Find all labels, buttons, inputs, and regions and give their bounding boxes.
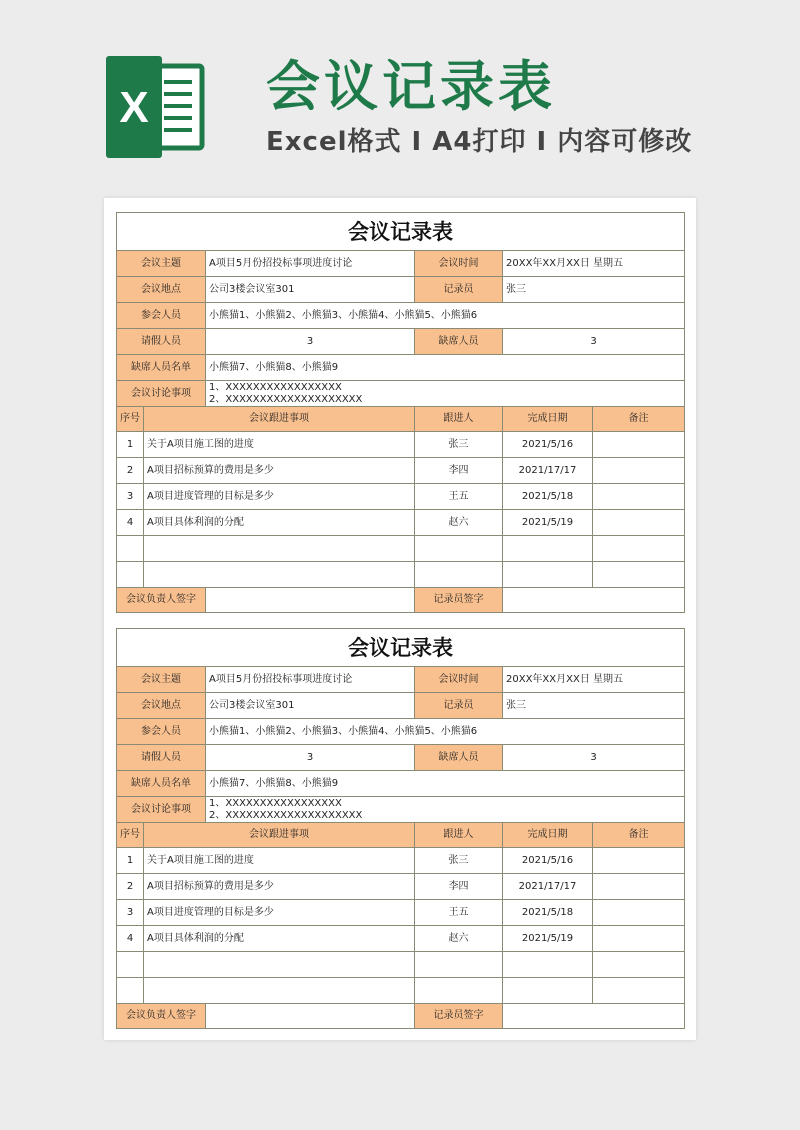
row-item[interactable] xyxy=(144,978,415,1004)
row-person[interactable]: 张三 xyxy=(415,432,503,458)
row-item[interactable]: A项目招标预算的费用是多少 xyxy=(144,458,415,484)
leave-value[interactable]: 3 xyxy=(206,745,415,771)
discussion-label: 会议讨论事项 xyxy=(117,797,206,823)
attendees-value[interactable]: 小熊猫1、小熊猫2、小熊猫3、小熊猫4、小熊猫5、小熊猫6 xyxy=(206,719,685,745)
page-title: 会议记录表 xyxy=(266,55,556,118)
form-title: 会议记录表 xyxy=(117,629,685,667)
row-seq: 1 xyxy=(117,848,144,874)
row-note[interactable] xyxy=(593,978,685,1004)
table-row xyxy=(117,432,685,458)
row-person[interactable] xyxy=(415,978,503,1004)
absent-names-value[interactable]: 小熊猫7、小熊猫8、小熊猫9 xyxy=(206,771,685,797)
leader-sign-field[interactable] xyxy=(206,588,415,613)
row-item[interactable]: 关于A项目施工图的进度 xyxy=(144,432,415,458)
leader-sign-label: 会议负责人签字 xyxy=(117,588,206,613)
absent-count-value[interactable]: 3 xyxy=(503,329,685,355)
seq-header: 序号 xyxy=(117,823,144,848)
row-person[interactable]: 赵六 xyxy=(415,510,503,536)
meeting-record-table xyxy=(116,628,685,1029)
row-note[interactable] xyxy=(593,536,685,562)
row-note[interactable] xyxy=(593,874,685,900)
table-row xyxy=(117,458,685,484)
row-person[interactable]: 李四 xyxy=(415,458,503,484)
row-person[interactable] xyxy=(415,536,503,562)
location-label: 会议地点 xyxy=(117,693,206,719)
discussion-line-2: 2、XXXXXXXXXXXXXXXXXXXX xyxy=(209,809,363,821)
followup-person-header: 跟进人 xyxy=(415,407,503,432)
row-item[interactable]: A项目进度管理的目标是多少 xyxy=(144,900,415,926)
row-note[interactable] xyxy=(593,848,685,874)
discussion-line-1: 1、XXXXXXXXXXXXXXXXX xyxy=(209,797,342,809)
row-date[interactable] xyxy=(503,536,593,562)
row-person[interactable]: 赵六 xyxy=(415,926,503,952)
row-date[interactable]: 2021/5/18 xyxy=(503,484,593,510)
discussion-label: 会议讨论事项 xyxy=(117,381,206,407)
location-label: 会议地点 xyxy=(117,277,206,303)
topic-label: 会议主题 xyxy=(117,251,206,277)
table-row-empty xyxy=(117,978,685,1004)
leader-sign-label: 会议负责人签字 xyxy=(117,1004,206,1029)
topic-value[interactable]: A项目5月份招投标事项进度讨论 xyxy=(206,667,415,693)
attendees-label: 参会人员 xyxy=(117,719,206,745)
recorder-label: 记录员 xyxy=(415,693,503,719)
row-date[interactable]: 2021/5/19 xyxy=(503,926,593,952)
meeting-record-table xyxy=(116,212,685,613)
table-row-empty xyxy=(117,536,685,562)
attendees-label: 参会人员 xyxy=(117,303,206,329)
row-date[interactable] xyxy=(503,562,593,588)
row-note[interactable] xyxy=(593,900,685,926)
meeting-form-2 xyxy=(116,628,684,1029)
row-item[interactable] xyxy=(144,562,415,588)
table-row-empty xyxy=(117,952,685,978)
leave-value[interactable]: 3 xyxy=(206,329,415,355)
row-seq: 3 xyxy=(117,484,144,510)
recorder-sign-label: 记录员签字 xyxy=(415,1004,503,1029)
recorder-sign-label: 记录员签字 xyxy=(415,588,503,613)
row-date[interactable]: 2021/17/17 xyxy=(503,874,593,900)
logo-letter: X xyxy=(119,83,149,132)
location-value[interactable]: 公司3楼会议室301 xyxy=(206,277,415,303)
discussion-line-2: 2、XXXXXXXXXXXXXXXXXXXX xyxy=(209,393,363,405)
row-date[interactable]: 2021/5/16 xyxy=(503,432,593,458)
absent-names-label: 缺席人员名单 xyxy=(117,355,206,381)
table-row-empty xyxy=(117,562,685,588)
row-note[interactable] xyxy=(593,510,685,536)
row-person[interactable]: 王五 xyxy=(415,484,503,510)
leave-label: 请假人员 xyxy=(117,745,206,771)
row-note[interactable] xyxy=(593,562,685,588)
row-seq xyxy=(117,978,144,1004)
time-label: 会议时间 xyxy=(415,667,503,693)
table-row xyxy=(117,848,685,874)
followup-item-header: 会议跟进事项 xyxy=(144,407,415,432)
seq-header: 序号 xyxy=(117,407,144,432)
topic-label: 会议主题 xyxy=(117,667,206,693)
row-person[interactable]: 王五 xyxy=(415,900,503,926)
discussion-value[interactable] xyxy=(206,381,685,407)
time-value[interactable]: 20XX年XX月XX日 星期五 xyxy=(503,667,685,693)
recorder-label: 记录员 xyxy=(415,277,503,303)
row-note[interactable] xyxy=(593,484,685,510)
row-note[interactable] xyxy=(593,432,685,458)
absent-count-value[interactable]: 3 xyxy=(503,745,685,771)
document-paper xyxy=(104,198,696,1040)
location-value[interactable]: 公司3楼会议室301 xyxy=(206,693,415,719)
row-seq: 4 xyxy=(117,510,144,536)
row-seq xyxy=(117,536,144,562)
recorder-sign-field[interactable] xyxy=(503,1004,685,1029)
discussion-line-1: 1、XXXXXXXXXXXXXXXXX xyxy=(209,381,342,393)
form-title: 会议记录表 xyxy=(117,213,685,251)
row-person[interactable] xyxy=(415,952,503,978)
row-date[interactable]: 2021/5/19 xyxy=(503,510,593,536)
leader-sign-field[interactable] xyxy=(206,1004,415,1029)
table-row xyxy=(117,900,685,926)
leave-label: 请假人员 xyxy=(117,329,206,355)
row-date[interactable] xyxy=(503,952,593,978)
page-subtitle: Excel格式 I A4打印 I 内容可修改 xyxy=(266,127,693,157)
row-note[interactable] xyxy=(593,458,685,484)
row-item[interactable] xyxy=(144,536,415,562)
row-person[interactable]: 李四 xyxy=(415,874,503,900)
due-date-header: 完成日期 xyxy=(503,823,593,848)
row-seq: 2 xyxy=(117,458,144,484)
excel-logo-icon xyxy=(106,56,206,158)
followup-person-header: 跟进人 xyxy=(415,823,503,848)
row-seq: 2 xyxy=(117,874,144,900)
table-row xyxy=(117,510,685,536)
row-seq: 4 xyxy=(117,926,144,952)
recorder-value[interactable]: 张三 xyxy=(503,693,685,719)
row-note[interactable] xyxy=(593,926,685,952)
time-label: 会议时间 xyxy=(415,251,503,277)
due-date-header: 完成日期 xyxy=(503,407,593,432)
row-item[interactable]: A项目具体利润的分配 xyxy=(144,926,415,952)
discussion-value[interactable] xyxy=(206,797,685,823)
note-header: 备注 xyxy=(593,407,685,432)
row-date[interactable] xyxy=(503,978,593,1004)
row-person[interactable]: 张三 xyxy=(415,848,503,874)
row-item[interactable]: 关于A项目施工图的进度 xyxy=(144,848,415,874)
absent-count-label: 缺席人员 xyxy=(415,745,503,771)
row-note[interactable] xyxy=(593,952,685,978)
attendees-value[interactable]: 小熊猫1、小熊猫2、小熊猫3、小熊猫4、小熊猫5、小熊猫6 xyxy=(206,303,685,329)
topic-value[interactable]: A项目5月份招投标事项进度讨论 xyxy=(206,251,415,277)
row-seq xyxy=(117,952,144,978)
row-seq: 3 xyxy=(117,900,144,926)
row-person[interactable] xyxy=(415,562,503,588)
followup-item-header: 会议跟进事项 xyxy=(144,823,415,848)
row-item[interactable]: A项目具体利润的分配 xyxy=(144,510,415,536)
absent-names-label: 缺席人员名单 xyxy=(117,771,206,797)
row-date[interactable]: 2021/5/18 xyxy=(503,900,593,926)
row-date[interactable]: 2021/5/16 xyxy=(503,848,593,874)
row-item[interactable] xyxy=(144,952,415,978)
recorder-sign-field[interactable] xyxy=(503,588,685,613)
absent-count-label: 缺席人员 xyxy=(415,329,503,355)
row-date[interactable]: 2021/17/17 xyxy=(503,458,593,484)
row-seq xyxy=(117,562,144,588)
row-item[interactable]: A项目进度管理的目标是多少 xyxy=(144,484,415,510)
note-header: 备注 xyxy=(593,823,685,848)
meeting-form-1 xyxy=(116,212,684,613)
table-row xyxy=(117,484,685,510)
absent-names-value[interactable]: 小熊猫7、小熊猫8、小熊猫9 xyxy=(206,355,685,381)
time-value[interactable]: 20XX年XX月XX日 星期五 xyxy=(503,251,685,277)
table-row xyxy=(117,874,685,900)
recorder-value[interactable]: 张三 xyxy=(503,277,685,303)
table-row xyxy=(117,926,685,952)
row-seq: 1 xyxy=(117,432,144,458)
row-item[interactable]: A项目招标预算的费用是多少 xyxy=(144,874,415,900)
